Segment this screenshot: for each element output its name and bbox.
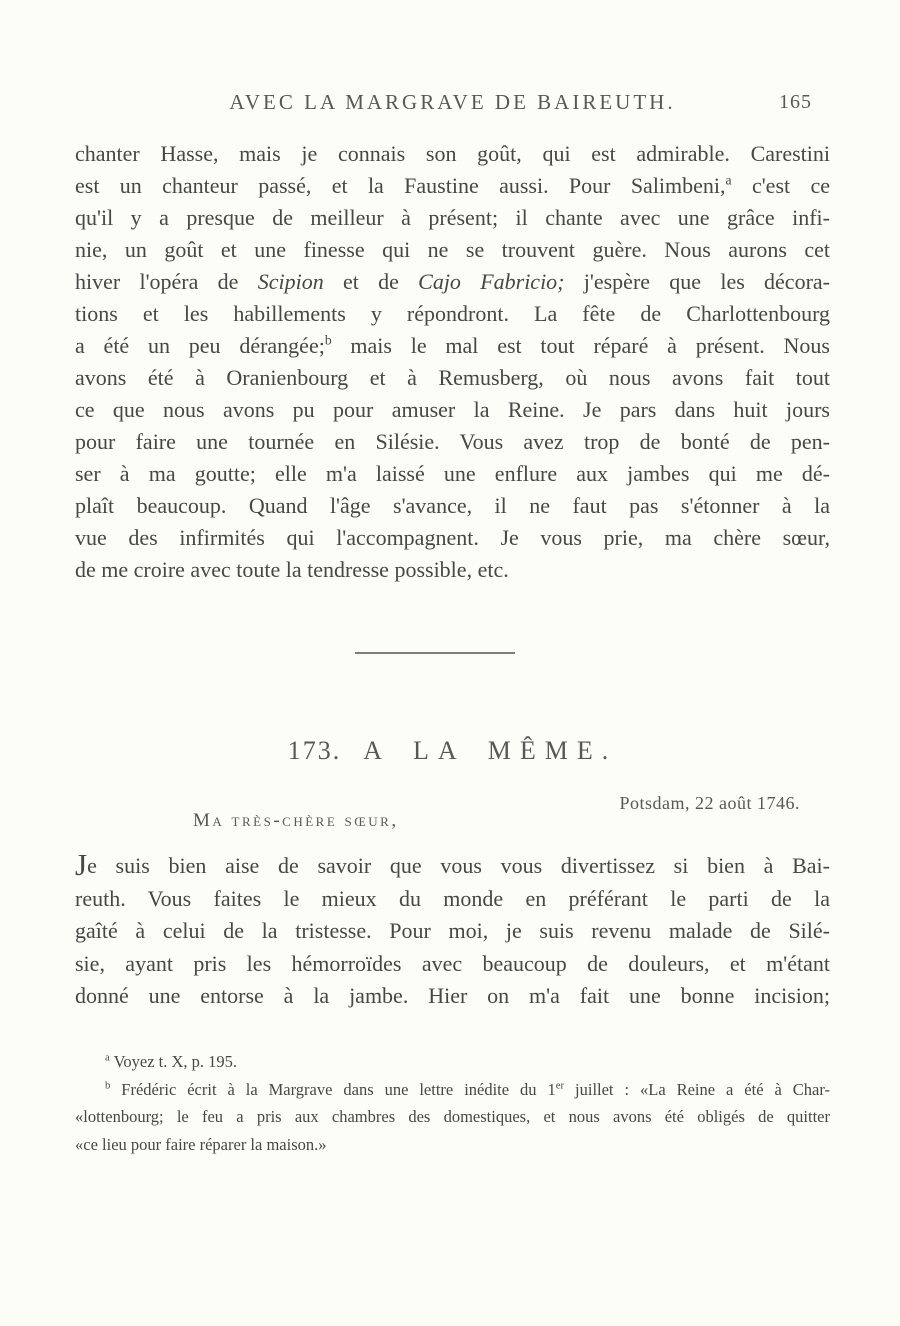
text-line: [75, 1048, 830, 1076]
text-segment: j'espère que les décora-: [564, 269, 830, 294]
footnote-marker: er: [555, 1079, 565, 1091]
letter-173-body: [75, 849, 830, 1013]
text-segment: e suis bien aise de savoir que vous vous divertissez si bien à Bai-: [87, 853, 830, 878]
text-line: [75, 883, 830, 916]
text-segment: Scipion: [257, 269, 324, 294]
text-segment: tions et les habillements y répondront. La fête de Charlottenbourg: [75, 301, 830, 326]
text-segment: chanter Hasse, mais je connais son goût, qui est admirable. Carestini: [75, 141, 830, 166]
footnotes-section: [75, 1048, 830, 1158]
page-number: 165: [779, 91, 812, 113]
running-header: [75, 90, 830, 118]
text-line: [75, 426, 830, 458]
text-segment: juillet : «La Reine a été à Char-: [564, 1079, 830, 1099]
text-segment: Frédéric écrit à la Margrave dans une lettre inédite du 1: [110, 1079, 556, 1099]
text-line: [75, 980, 830, 1013]
text-segment: Cajo Fabricio;: [418, 269, 565, 294]
text-line: [75, 522, 830, 554]
text-segment: a été un peu dérangée;: [75, 333, 325, 358]
text-line: [75, 202, 830, 234]
text-segment: sie, ayant pris les hémorroïdes avec beaucoup de douleurs, et m'étant: [75, 950, 830, 976]
text-segment: «ce lieu pour faire réparer la maison.»: [75, 1134, 327, 1154]
text-line: [75, 234, 830, 266]
text-segment: ser à ma goutte; elle m'a laissé une enflure aux jambes qui me dé-: [75, 461, 830, 486]
text-segment: reuth. Vous faites le mieux du monde en préférant le parti de la: [75, 885, 830, 911]
text-segment: qu'il y a presque de meilleur à présent; il chante avec une grâce infi-: [75, 205, 830, 230]
text-segment: vue des infirmités qui l'accompagnent. Je vous prie, ma chère sœur,: [75, 525, 830, 550]
text-line: [75, 554, 830, 586]
text-segment: gaîté à celui de la tristesse. Pour moi, je suis revenu malade de Silé-: [75, 918, 830, 943]
footnote-marker: b: [105, 1079, 111, 1091]
text-segment: Voyez t. X, p. 195.: [109, 1052, 238, 1071]
text-line: [75, 170, 830, 202]
text-segment: plaît beaucoup. Quand l'âge s'avance, il ne faut pas s'étonner à la: [75, 493, 830, 518]
footnote-marker: a: [725, 172, 732, 188]
letter-number: 173.: [287, 736, 342, 765]
letter-heading-title: A LA MÊME.: [363, 736, 618, 765]
text-line: [75, 266, 830, 298]
dateline: Potsdam, 22 août 1746.: [619, 793, 800, 813]
text-line: [75, 458, 830, 490]
text-line: [75, 490, 830, 522]
text-segment: nie, un goût et une finesse qui ne se trouvent guère. Nous aurons cet: [75, 237, 830, 262]
text-segment: avons été à Oranienbourg et à Remusberg, où nous avons fait tout: [75, 365, 830, 390]
text-line: [75, 362, 830, 394]
text-line: [75, 1103, 830, 1131]
footnote-marker: a: [105, 1051, 110, 1064]
letter-heading: [75, 736, 830, 766]
text-line: [75, 298, 830, 330]
running-header-title: AVEC LA MARGRAVE DE BAIREUTH.: [229, 90, 676, 114]
salutation: Ma très-chère sœur,: [193, 810, 399, 831]
text-line: [75, 394, 830, 426]
text-segment: pour faire une tournée en Silésie. Vous avez trop de bonté de pen-: [75, 429, 830, 454]
text-segment: est un chanteur passé, et la Faustine aussi. Pour Salimbeni,: [75, 173, 726, 198]
text-segment: et de: [323, 269, 419, 294]
text-segment: de me croire avec toute la tendresse possible, etc.: [75, 557, 509, 582]
text-segment: c'est ce: [731, 173, 831, 198]
text-segment: J: [75, 847, 88, 882]
text-segment: donné une entorse à la jambe. Hier on m'a fait une bonne incision;: [75, 983, 830, 1008]
text-line: [75, 330, 830, 362]
text-line: [75, 948, 830, 981]
section-divider-rule: [355, 652, 515, 654]
text-line: [75, 915, 830, 948]
text-segment: mais le mal est tout réparé à présent. Nous: [331, 333, 830, 358]
text-segment: «lottenbourg; le feu a pris aux chambres des domestiques, et nous avons été obligés de quitter: [75, 1107, 830, 1126]
text-segment: ce que nous avons pu pour amuser la Reine. Je pars dans huit jours: [75, 397, 830, 422]
text-line: [75, 1076, 830, 1104]
text-line: [75, 1131, 830, 1159]
text-segment: hiver l'opéra de: [75, 269, 258, 294]
text-line: [75, 138, 830, 170]
letter-continuation-body: [75, 138, 830, 586]
footnote-marker: b: [324, 332, 332, 348]
text-line: [75, 849, 830, 883]
